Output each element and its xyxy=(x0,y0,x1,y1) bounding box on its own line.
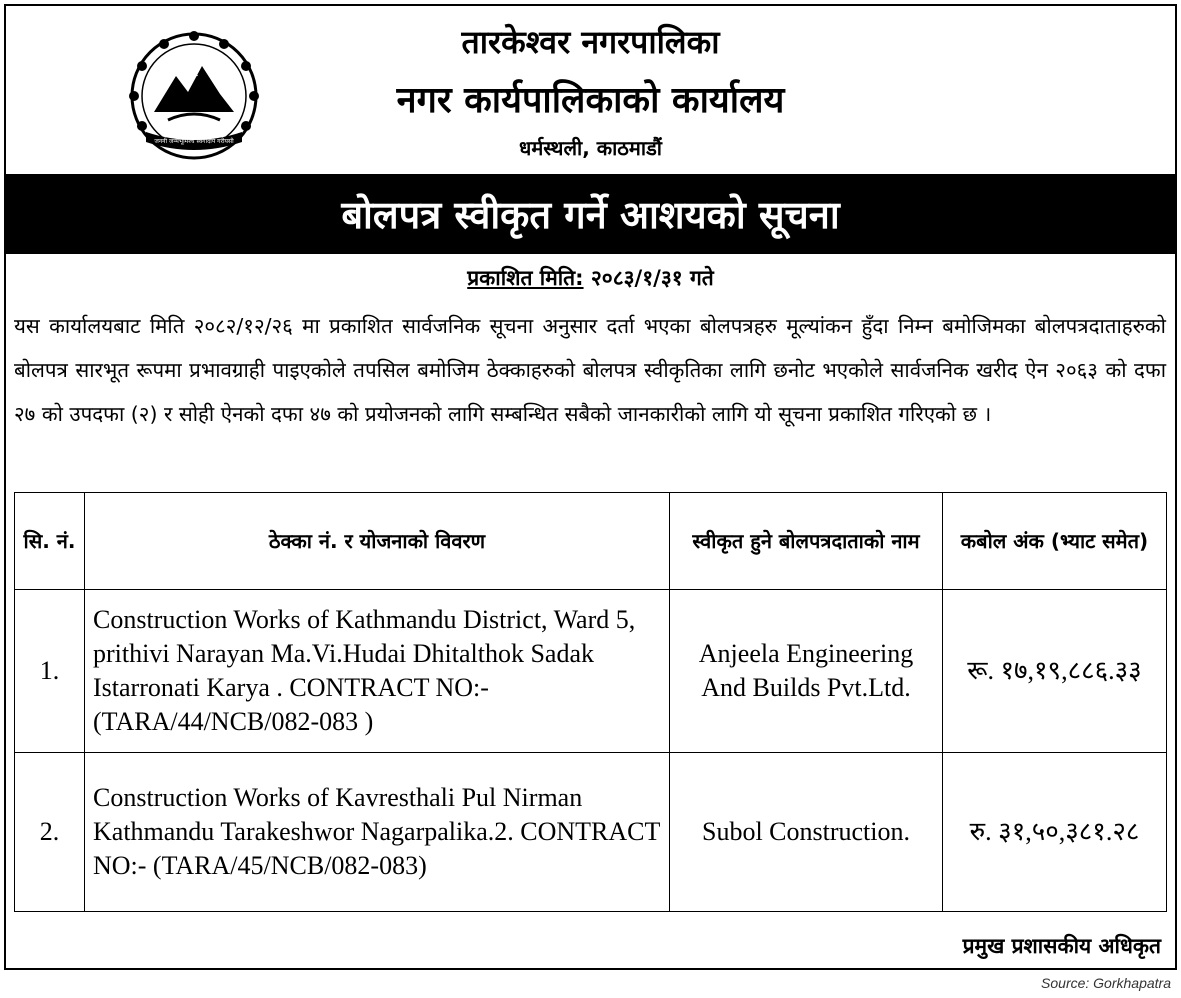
header-sn: सि. नं. xyxy=(15,493,85,590)
header xyxy=(6,6,1175,174)
row-description: Construction Works of Kathmandu District, Ward 5, prithivi Narayan Ma.Vi.Hudai Dhitalthok Sadak Istarronati Karya . CONTRACT NO:- (TARA/44/NCB/082-083 ) xyxy=(85,590,670,753)
notice-title: बोलपत्र स्वीकृत गर्ने आशयको सूचना xyxy=(6,174,1175,254)
org-name: तारकेश्वर नगरपालिका xyxy=(461,23,720,61)
row-bidder: Subol Construction. xyxy=(670,753,943,912)
notice-frame xyxy=(4,4,1177,970)
office-name: नगर कार्यपालिकाको कार्यालय xyxy=(396,80,785,121)
row-sn: 2. xyxy=(15,753,85,912)
row-amount: रू. १७,१९,८८६.३३ xyxy=(943,590,1167,753)
header-amount: कबोल अंक (भ्याट समेत) xyxy=(943,493,1167,590)
table-row xyxy=(15,753,1167,912)
published-label: प्रकाशित मिति: xyxy=(467,266,584,290)
row-bidder: Anjeela Engineering And Builds Pvt.Ltd. xyxy=(670,590,943,753)
row-sn: 1. xyxy=(15,590,85,753)
row-description: Construction Works of Kavresthali Pul Nirman Kathmandu Tarakeshwor Nagarpalika.2. CONTRACT NO:- (TARA/45/NCB/082-083) xyxy=(85,753,670,912)
published-date-line xyxy=(6,264,1175,292)
contracts-table xyxy=(14,492,1167,912)
table-header-row xyxy=(15,493,1167,590)
notice-body: यस कार्यालयबाट मिति २०८२/१२/२६ मा प्रकाशित सार्वजनिक सूचना अनुसार दर्ता भएका बोलपत्रहरु मूल्यांकन हुँदा निम्न बमोजिमका बोलपत्रदाताहरुको बोलपत्र सारभूत रूपमा प्रभावग्राही पाइएकोले तपसिल बमोजिम ठेक्काहरुको बोलपत्र स्वीकृतिका लागि छनोट भएकोले सार्वजनिक खरीद ऐन २०६३ को दफा २७ को उपदफा (२) र सोही ऐनको दफा ४७ को प्रयोजनको लागि सम्बन्धित सबैको जानकारीको लागि यो सूचना प्रकाशित गरिएको छ । xyxy=(14,314,1166,426)
header-bidder: स्वीकृत हुने बोलपत्रदाताको नाम xyxy=(670,493,943,590)
published-date: २०८३/१/३१ गते xyxy=(590,266,714,290)
header-description: ठेक्का नं. र योजनाको विवरण xyxy=(85,493,670,590)
signatory-title: प्रमुख प्रशासकीय अधिकृत xyxy=(962,934,1161,958)
table-row xyxy=(15,590,1167,753)
source-credit: Source: Gorkhapatra xyxy=(1041,975,1171,991)
office-address: धर्मस्थली, काठमाडौं xyxy=(519,136,662,160)
svg-text:जननी जन्मभूमिश्च स्वर्गादपि गर: जननी जन्मभूमिश्च स्वर्गादपि गरीयसी xyxy=(154,138,234,145)
row-amount: रु. ३१,५०,३८१.२८ xyxy=(943,753,1167,912)
